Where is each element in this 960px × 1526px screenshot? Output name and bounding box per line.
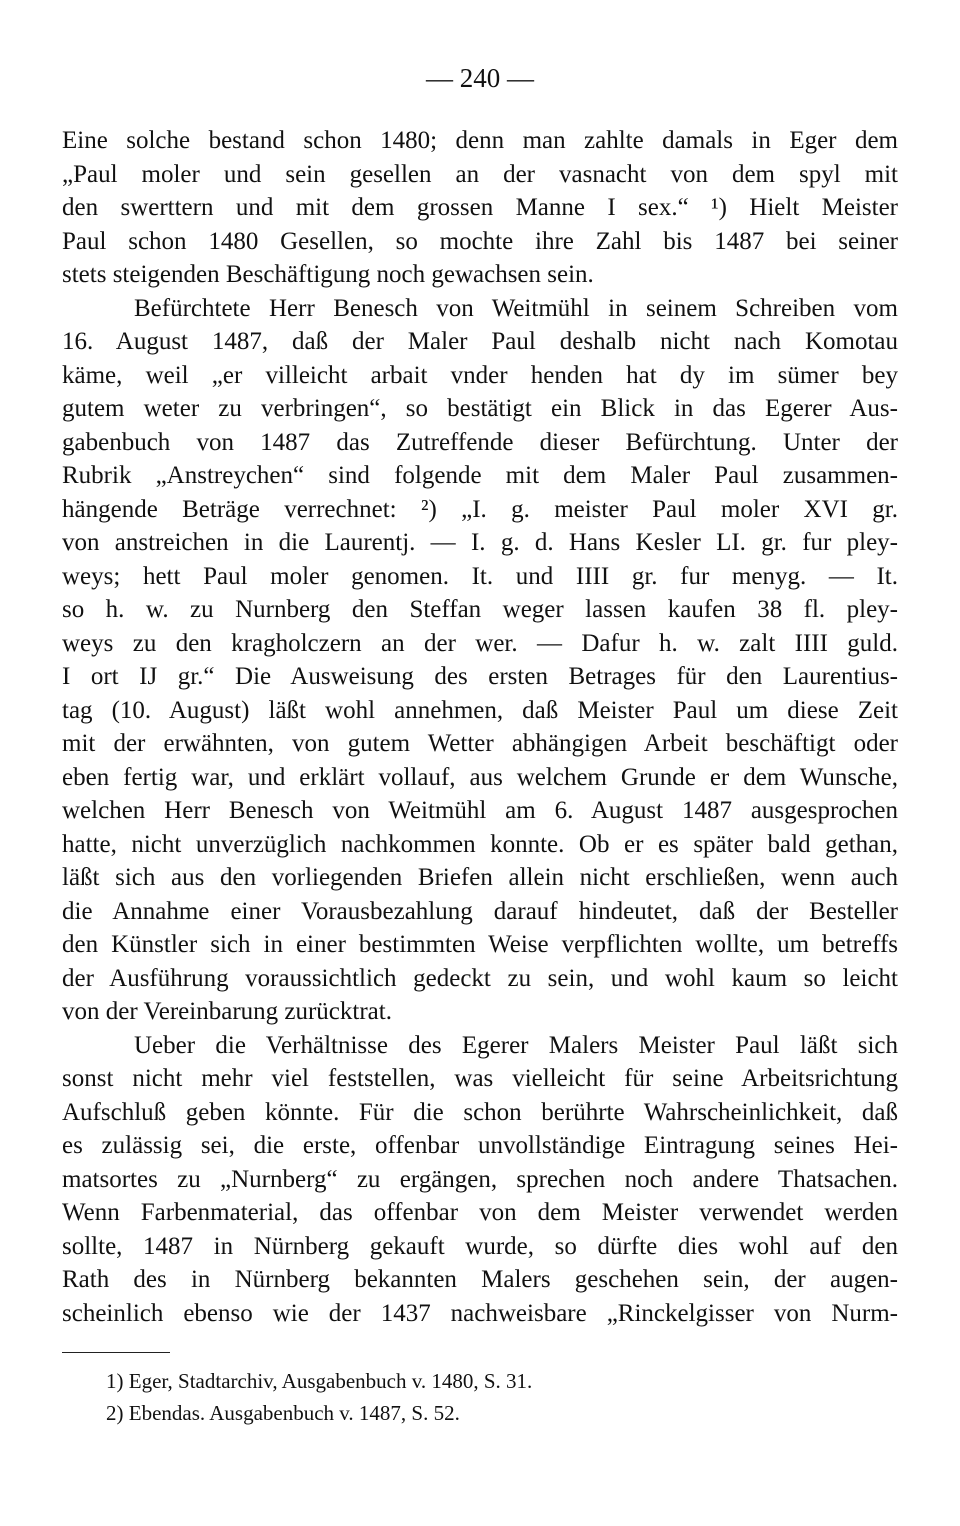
paragraph-2 [62, 292, 898, 1029]
text-line: Rubrik „Anstreychen“ sind folgende mit dem Maler Paul zusammen- [62, 462, 898, 489]
text-line: von anstreichen in die Laurentj. — I. g. d. Hans Kesler LI. gr. fur pley- [62, 529, 898, 556]
footnotes [62, 1365, 898, 1429]
page-number: — 240 — [426, 63, 534, 93]
text-line: die Annahme einer Vorausbezahlung darauf hindeutet, daß der Besteller [62, 897, 898, 925]
text-line: scheinlich ebenso wie der 1437 nachweisbare „Rinckelgisser von Nurm- [62, 1299, 898, 1327]
text-line: Paul schon 1480 Gesellen, so mochte ihre Zahl bis 1487 bei seiner [62, 227, 898, 255]
text-line: käme, weil „er villeicht arbait vnder henden hat dy im sümer bey [62, 361, 898, 389]
footnote-2: 2) Ebendas. Ausgabenbuch v. 1487, S. 52. [106, 1401, 460, 1425]
footnote-divider [62, 1352, 170, 1353]
text-line: hatte, nicht unverzüglich nachkommen konnte. Ob er es später bald gethan, [62, 830, 898, 858]
book-page [62, 58, 898, 1429]
text-line: von der Vereinbarung zurücktrat. [62, 998, 392, 1025]
text-line: so h. w. zu Nurnberg den Steffan weger lassen kaufen 38 fl. pley- [62, 596, 898, 623]
text-line: Befürchtete Herr Benesch von Weitmühl in seinem Schreiben vom [134, 294, 898, 322]
text-line: Ueber die Verhältnisse des Egerer Malers Meister Paul läßt sich [134, 1031, 898, 1059]
text-line: der Ausführung voraussichtlich gedeckt zu sein, und wohl kaum so leicht [62, 964, 898, 992]
text-line: „Paul moler und sein gesellen an der vasnacht von dem spyl mit [62, 160, 898, 188]
footnote-1: 1) Eger, Stadtarchiv, Ausgabenbuch v. 1480, S. 31. [106, 1369, 533, 1393]
text-line: es zulässig sei, die erste, offenbar unvollständige Eintragung seines Hei- [62, 1132, 898, 1159]
text-line: den swerttern und mit dem grossen Manne I sex.“ ¹) Hielt Meister [62, 194, 898, 221]
paragraph-3 [62, 1029, 898, 1331]
text-line: gutem weter zu verbringen“, so bestätigt ein Blick in das Egerer Aus- [62, 395, 898, 422]
text-line: Aufschluß geben könnte. Für die schon berührte Wahrscheinlichkeit, daß [62, 1098, 898, 1126]
text-line: den Künstler sich in einer bestimmten Weise verpflichten wollte, um betreffs [62, 931, 898, 958]
text-line: hängende Beträge verrechnet: ²) „I. g. meister Paul moler XVI gr. [62, 495, 898, 523]
text-line: I ort IJ gr.“ Die Ausweisung des ersten Betrages für den Laurentius- [62, 663, 898, 690]
text-line: eben fertig war, und erklärt vollauf, aus welchem Grunde er dem Wunsche, [62, 763, 898, 791]
body-text [62, 124, 898, 1330]
text-line: stets steigenden Beschäftigung noch gewachsen sein. [62, 261, 594, 288]
text-line: matsortes zu „Nurnberg“ zu ergängen, sprechen noch andere Thatsachen. [62, 1165, 898, 1193]
text-line: Rath des in Nürnberg bekannten Malers geschehen sein, der augen- [62, 1266, 898, 1293]
text-line: gabenbuch von 1487 das Zutreffende dieser Befürchtung. Unter der [62, 428, 898, 456]
text-line: Eine solche bestand schon 1480; denn man zahlte damals in Eger dem [62, 127, 898, 154]
text-line: sollte, 1487 in Nürnberg gekauft wurde, so dürfte dies wohl auf den [62, 1232, 898, 1260]
text-line: sonst nicht mehr viel feststellen, was vielleicht für seine Arbeitsrichtung [62, 1065, 898, 1092]
text-line: tag (10. August) läßt wohl annehmen, daß Meister Paul um diese Zeit [62, 696, 898, 724]
text-line: Wenn Farbenmaterial, das offenbar von dem Meister verwendet werden [62, 1199, 898, 1226]
paragraph-1 [62, 124, 898, 292]
text-line: weys zu den kragholczern an der wer. — Dafur h. w. zalt IIII guld. [62, 629, 898, 657]
text-line: weys; hett Paul moler genomen. It. und IIII gr. fur menyg. — It. [62, 562, 898, 590]
text-line: 16. August 1487, daß der Maler Paul deshalb nicht nach Komotau [62, 328, 898, 355]
text-line: mit der erwähnten, von gutem Wetter abhängigen Arbeit beschäftigt oder [62, 730, 898, 757]
text-line: läßt sich aus den vorliegenden Briefen allein nicht erschließen, wenn auch [62, 864, 898, 891]
text-line: welchen Herr Benesch von Weitmühl am 6. August 1487 ausgesprochen [62, 797, 898, 824]
